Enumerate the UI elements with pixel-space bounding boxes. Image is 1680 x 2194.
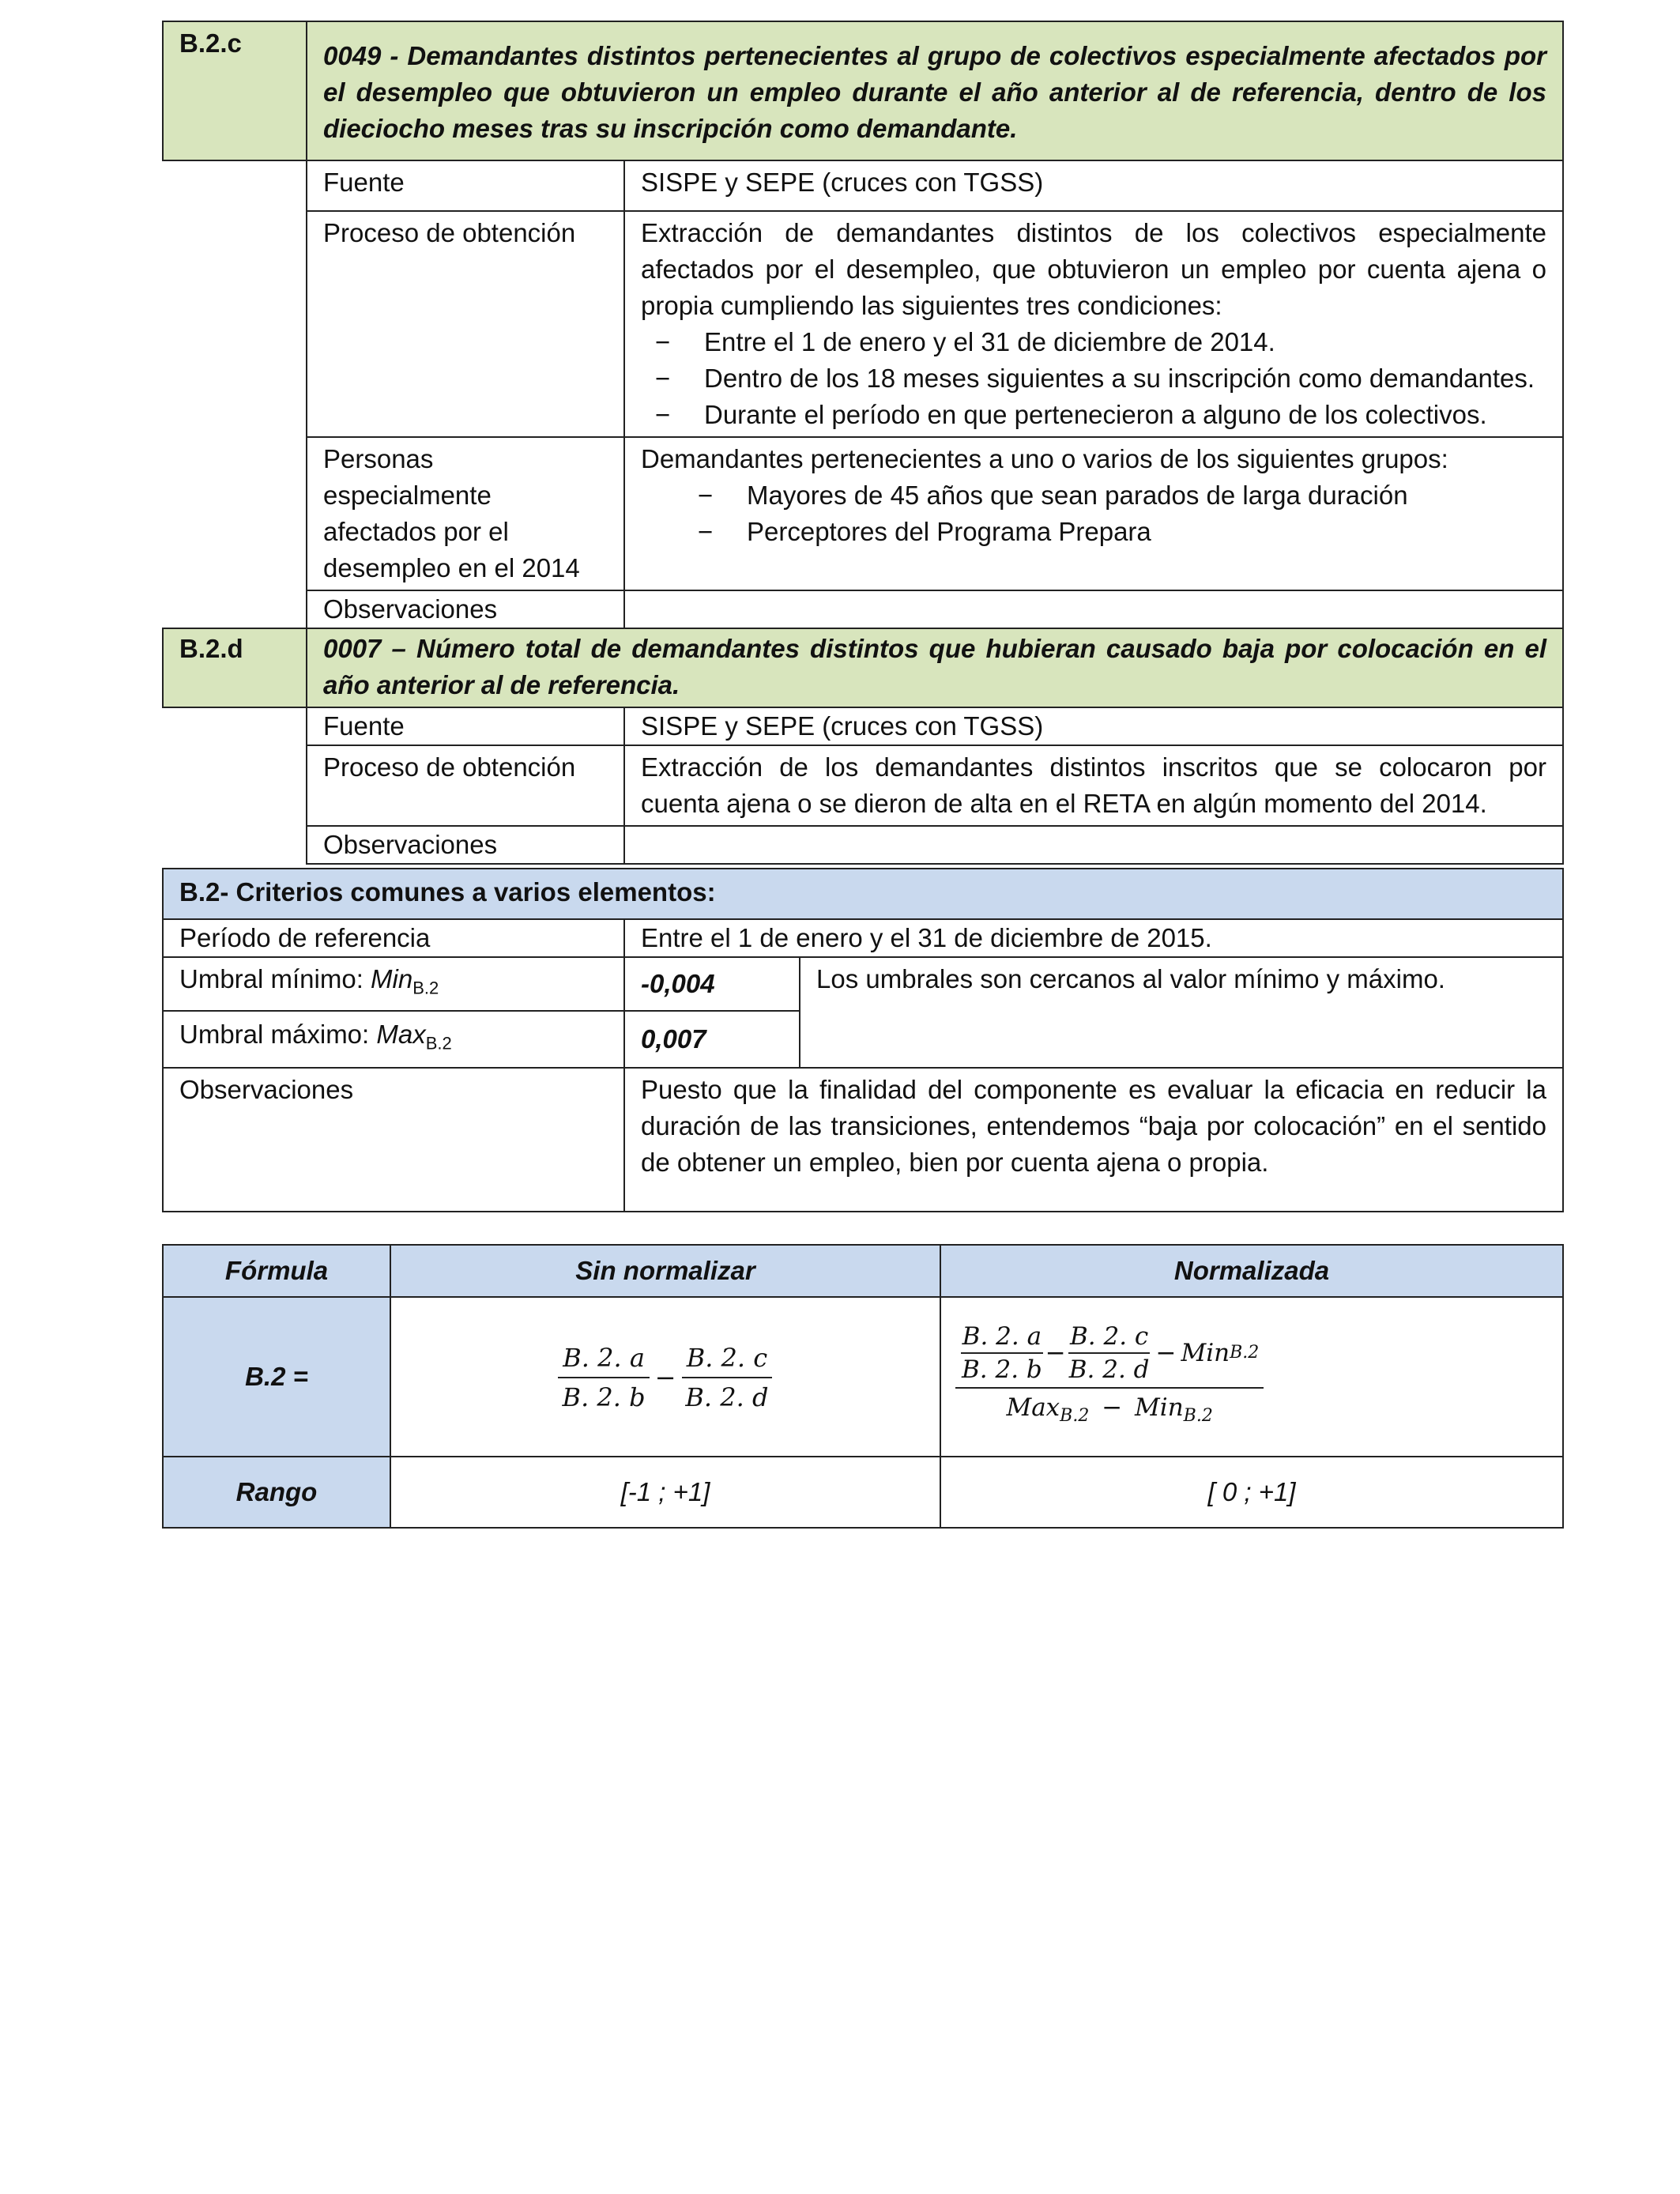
b2c-code: B.2.c (163, 21, 307, 160)
umbral-min-value: -0,004 (624, 957, 800, 1011)
list-item: − Entre el 1 de enero y el 31 de diciembre de 2014. (641, 324, 1546, 360)
b2c-fuente-value: SISPE y SEPE (cruces con TGSS) (624, 160, 1563, 211)
b2c-proceso-intro: Extracción de demandantes distintos de los colectivos especialmente afectados por el desempleo, que obtuvieron un empleo por cuenta ajena o propia cumpliendo las siguientes tres condiciones: (641, 218, 1546, 320)
rango-norm: [ 0 ; +1] (940, 1457, 1563, 1528)
b2c-fuente-label: Fuente (307, 160, 624, 211)
indicator-table (162, 21, 1564, 865)
b2c-obs-value (624, 590, 1563, 628)
b2c-personas-label: Personas especialmente afectados por el desempleo en el 2014 (307, 437, 624, 590)
criteria-obs-value: Puesto que la finalidad del componente es evaluar la eficacia en reducir la duración de las transiciones, entendemos “baja por colocación” en el sentido de obtener un empleo, bien por cuenta ajena o propia. (624, 1068, 1563, 1212)
b2d-fuente-label: Fuente (307, 707, 624, 745)
criteria-header: B.2- Criterios comunes a varios elementos: (163, 869, 1563, 919)
b2d-obs-label: Observaciones (307, 826, 624, 864)
b2c-proceso-label: Proceso de obtención (307, 211, 624, 437)
criteria-obs-label: Observaciones (163, 1068, 624, 1212)
col-norm-header: Normalizada (940, 1245, 1563, 1297)
b2c-proceso-list (641, 324, 1546, 433)
formula-normalizada: $\frac{B. 2. a}{B. 2. b}$ − $\frac{B. 2. c}{B. 2. d}$ − Min B.2 Max$_{B.2}$ − Min$_{B.2}$ (940, 1297, 1563, 1457)
umbral-note: Los umbrales son cercanos al valor mínimo y máximo. (800, 957, 1563, 1068)
b2c-proceso-value (624, 211, 1563, 437)
b2d-title: 0007 – Número total de demandantes distintos que hubieran causado baja por colocación en el año anterior al de referencia. (307, 628, 1563, 707)
b2d-proceso-label: Proceso de obtención (307, 745, 624, 826)
col-formula-header: Fórmula (163, 1245, 390, 1297)
b2c-title: 0049 - Demandantes distintos pertenecientes al grupo de colectivos especialmente afectados por el desempleo que obtuvieron un empleo durante el año anterior al de referencia, dentro de los dieciocho meses tras su inscripción como demandante. (307, 21, 1563, 160)
umbral-max-label: Umbral máximo: Max$_{B.2}$ (163, 1011, 624, 1068)
b2d-proceso-value: Extracción de los demandantes distintos inscritos que se colocaron por cuenta ajena o se dieron de alta en el RETA en algún momento del 2014. (624, 745, 1563, 826)
list-item: − Dentro de los 18 meses siguientes a su inscripción como demandantes. (641, 360, 1546, 397)
rango-label: Rango (163, 1457, 390, 1528)
formula-row-label: B.2 = (163, 1297, 390, 1457)
periodo-value: Entre el 1 de enero y el 31 de diciembre de 2015. (624, 919, 1563, 957)
umbral-max-value: 0,007 (624, 1011, 800, 1068)
formula-sin-normalizar: $\frac{B. 2. a}{B. 2. b}$ − $\frac{B. 2. c}{B. 2. d}$ (390, 1297, 940, 1457)
col-sin-header: Sin normalizar (390, 1245, 940, 1297)
b2c-obs-label: Observaciones (307, 590, 624, 628)
b2d-code: B.2.d (163, 628, 307, 707)
b2c-personas-intro: Demandantes pertenecientes a uno o varios de los siguientes grupos: (641, 444, 1448, 473)
list-item: − Durante el período en que pertenecieron a alguno de los colectivos. (641, 397, 1546, 433)
list-item: − Perceptores del Programa Prepara (641, 514, 1546, 550)
criteria-table (162, 868, 1564, 1212)
umbral-min-label: Umbral mínimo: Min$_{B.2}$ (163, 957, 624, 1011)
b2c-personas-value (624, 437, 1563, 590)
periodo-label: Período de referencia (163, 919, 624, 957)
list-item: − Mayores de 45 años que sean parados de larga duración (641, 477, 1546, 514)
b2d-fuente-value: SISPE y SEPE (cruces con TGSS) (624, 707, 1563, 745)
rango-sin: [-1 ; +1] (390, 1457, 940, 1528)
formula-table (162, 1244, 1564, 1529)
b2c-personas-list (641, 477, 1546, 550)
b2d-obs-value (624, 826, 1563, 864)
